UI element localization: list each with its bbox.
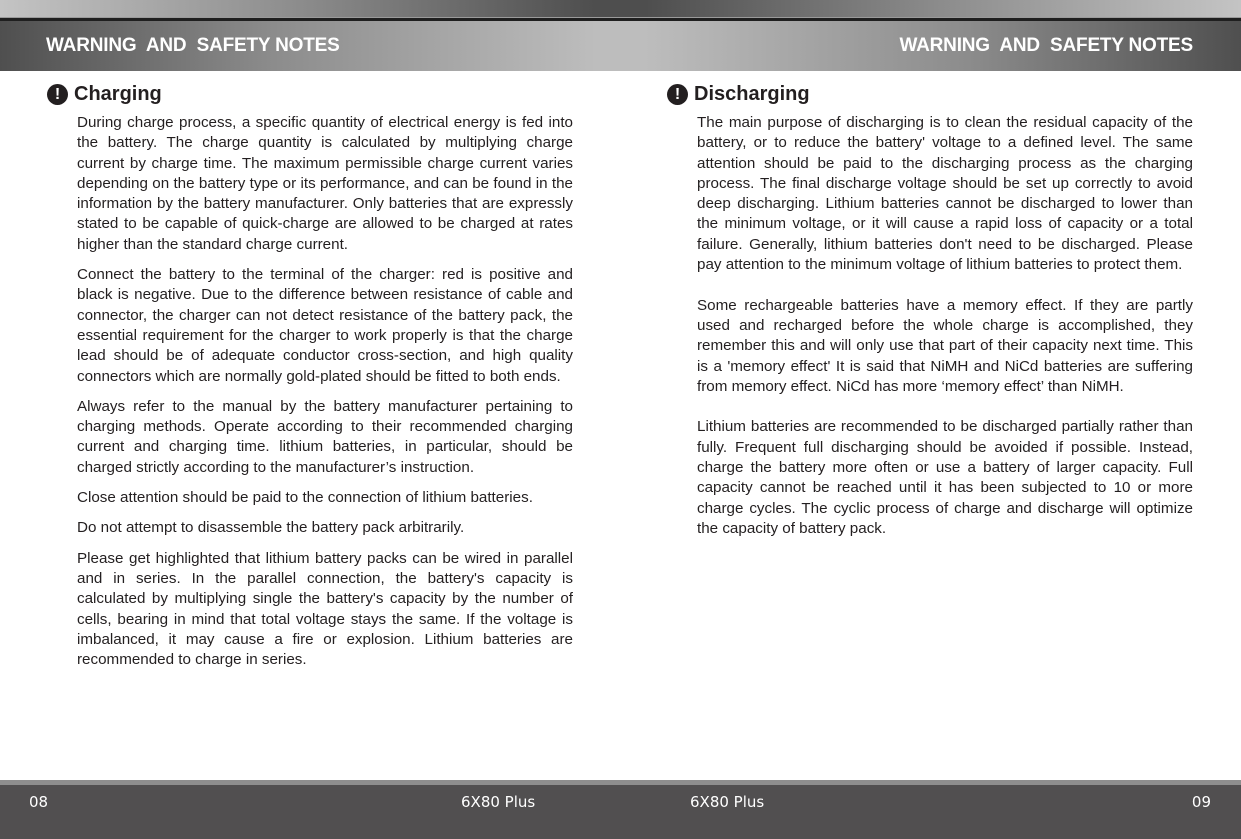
paragraph: The main purpose of discharging is to clean the residual capacity of the battery, or to reduce the battery' voltage to a defined level. The same attention should be paid to the discharging process as the charging process. The final discharge voltage should be set up correctly to avoid deep discharging. Lithium batteries cannot be discharged to lower than the minimum voltage, or it will cause a rapid loss of capacity or a total failure. Generally, lithium batteries don't need to be discharged. Please pay attention to the minimum voltage of lithium batteries to protect them. bbox=[697, 114, 1193, 274]
paragraph: Always refer to the manual by the battery manufacturer pertaining to charging methods. Operate according to their recommended charging current and charging time. lithium batteries, in particular, should be charged strictly according to the manufacturer’s instruction. bbox=[77, 397, 573, 476]
charging-body bbox=[77, 113, 573, 680]
page-number-left: 08 bbox=[29, 793, 49, 811]
charging-section-heading bbox=[47, 83, 162, 106]
paragraph: Please get highlighted that lithium battery packs can be wired in parallel and in series. In the parallel connection, the battery's capacity is calculated by multiplying single the battery's capacity by the number of cells, bearing in mind that total voltage stays the same. If the voltage is imbalanced, it may cause a fire or explosion. Lithium batteries are recommended to charge in series. bbox=[77, 549, 573, 669]
paragraph: Lithium batteries are recommended to be discharged partially rather than fully. Frequent full discharging should be avoided if possible. Instead, charge the battery more often or use a battery of larger capacity. Full capacity cannot be reached until it has been subjected to 10 or more charge cycles. The cyclic process of charge and discharge will optimize the capacity of battery pack. bbox=[697, 418, 1193, 537]
exclamation-circle-icon: ! bbox=[667, 84, 688, 105]
paragraph: During charge process, a specific quantity of electrical energy is fed into the battery. The charge quantity is calculated by multiplying charge current by charge time. The maximum permissible charge current varies depending on the battery type or its performance, and can be found in the information by the battery manufacturer. Only batteries that are expressly stated to be capable of quick-charge are allowed to be charged at rates higher than the standard charge current. bbox=[77, 114, 573, 253]
right-page-header-title: WARNING AND SAFETY NOTES bbox=[899, 35, 1193, 56]
paragraph: Do not attempt to disassemble the battery pack arbitrarily. bbox=[77, 519, 465, 537]
model-name-right: 6X80 Plus bbox=[690, 793, 765, 811]
section-title: Charging bbox=[74, 83, 162, 105]
discharging-body bbox=[697, 113, 1193, 560]
footer-band bbox=[0, 785, 1241, 839]
paragraph: Some rechargeable batteries have a memory effect. If they are partly used and recharged before the whole charge is accomplished, they remember this and will only use that part of their capacity next time. This is a 'memory effect' It is said that NiMH and NiCd batteries are suffering from memory effect. NiCd has more ‘memory effect’ than NiMH. bbox=[697, 296, 1193, 395]
paragraph: Close attention should be paid to the connection of lithium batteries. bbox=[77, 489, 533, 507]
exclamation-circle-icon: ! bbox=[47, 84, 68, 105]
page-number-right: 09 bbox=[1191, 793, 1211, 811]
paragraph: Connect the battery to the terminal of the charger: red is positive and black is negative. Due to the difference between resistance of cable and connector, the charger can not detect resistance of the battery pack, the essential requirement for the charger to work properly is that the charge lead should be of adequate conductor cross-section, and high quality connectors which are normally gold-plated should be fitted to both ends. bbox=[77, 266, 573, 385]
top-gradient-strip bbox=[0, 0, 1241, 17]
left-page-header-title: WARNING AND SAFETY NOTES bbox=[46, 35, 340, 56]
discharging-section-heading bbox=[667, 83, 810, 106]
section-title: Discharging bbox=[694, 83, 810, 105]
model-name-left: 6X80 Plus bbox=[461, 793, 536, 811]
